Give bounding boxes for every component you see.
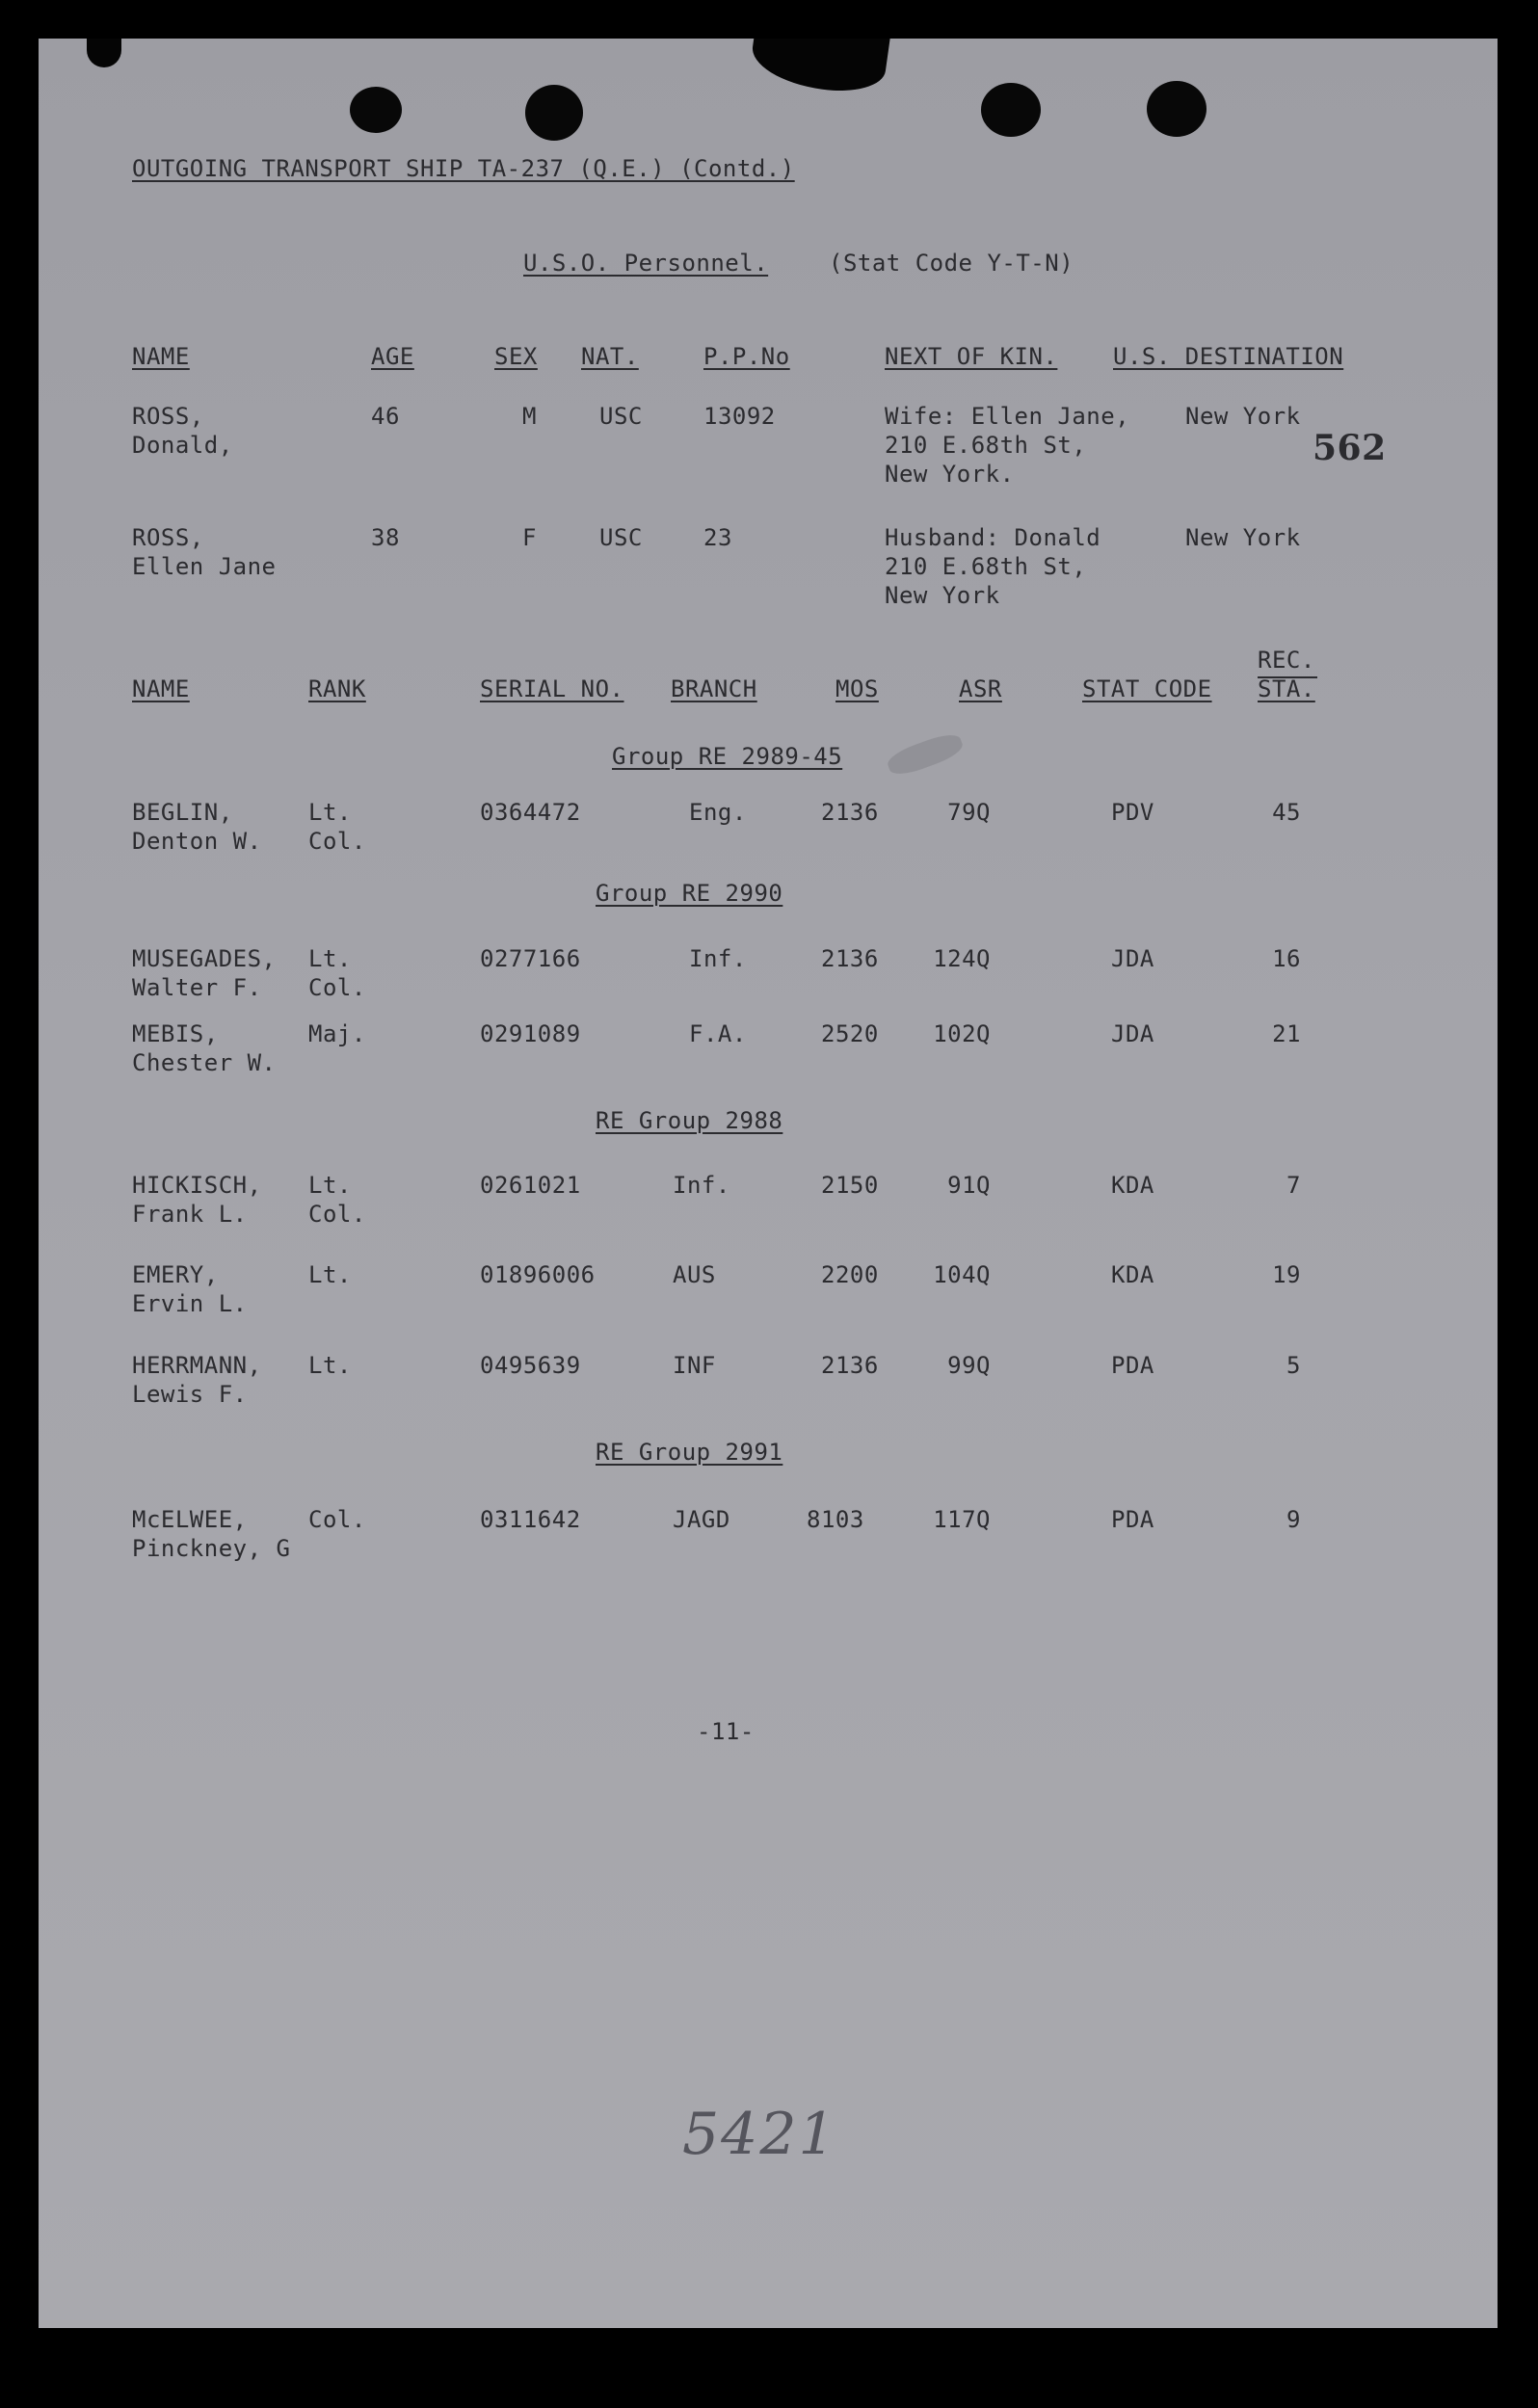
civ-sex: M: [522, 403, 537, 430]
civ-pp: 23: [703, 524, 732, 551]
serial-number: 0261021: [480, 1172, 581, 1199]
civ-header-name: NAME: [132, 343, 190, 370]
civ-kin-line3: New York.: [885, 461, 1015, 488]
given-name: Ervin L.: [132, 1290, 248, 1317]
asr: 99Q: [947, 1352, 991, 1379]
civ-sex: F: [522, 524, 537, 551]
rank-line2: Col.: [308, 1201, 366, 1228]
civ-kin-line2: 210 E.68th St,: [885, 553, 1087, 580]
serial-number: 0364472: [480, 799, 581, 826]
asr: 102Q: [933, 1020, 991, 1047]
civ-given-name: Donald,: [132, 432, 233, 459]
mil-header-rank: RANK: [308, 675, 366, 702]
mil-header-rec-line1: REC.: [1258, 647, 1315, 674]
civ-nat: USC: [599, 524, 643, 551]
rank: Lt.: [308, 1352, 352, 1379]
rank: Lt.: [308, 799, 352, 826]
civ-age: 38: [371, 524, 400, 551]
asr: 124Q: [933, 945, 991, 972]
rank: Lt.: [308, 1172, 352, 1199]
branch: Inf.: [673, 1172, 730, 1199]
branch: JAGD: [673, 1506, 730, 1533]
civ-header-kin: NEXT OF KIN.: [885, 343, 1058, 370]
mil-header-branch: BRANCH: [671, 675, 757, 702]
rec-sta: 7: [1286, 1172, 1301, 1199]
stat-code: KDA: [1111, 1261, 1154, 1288]
stat-code: KDA: [1111, 1172, 1154, 1199]
asr: 117Q: [933, 1506, 991, 1533]
rank: Maj.: [308, 1020, 366, 1047]
given-name: Frank L.: [132, 1201, 248, 1228]
mil-header-mos: MOS: [835, 675, 879, 702]
group-heading: RE Group 2991: [596, 1439, 783, 1466]
serial-number: 0277166: [480, 945, 581, 972]
mos: 2136: [821, 799, 879, 826]
branch: INF: [673, 1352, 716, 1379]
civ-kin-line1: Husband: Donald: [885, 524, 1101, 551]
rec-sta: 5: [1286, 1352, 1301, 1379]
serial-number: 01896006: [480, 1261, 596, 1288]
civ-header-pp: P.P.No: [703, 343, 790, 370]
civ-pp: 13092: [703, 403, 776, 430]
given-name: Pinckney, G: [132, 1535, 291, 1562]
civ-destination: New York: [1185, 403, 1301, 430]
civ-given-name: Ellen Jane: [132, 553, 277, 580]
serial-number: 0311642: [480, 1506, 581, 1533]
mil-header-asr: ASR: [959, 675, 1002, 702]
rank-line2: Col.: [308, 974, 366, 1001]
rank-line2: Col.: [308, 828, 366, 855]
rec-sta: 45: [1272, 799, 1301, 826]
mil-header-name: NAME: [132, 675, 190, 702]
civ-destination: New York: [1185, 524, 1301, 551]
stat-code: JDA: [1111, 1020, 1154, 1047]
branch: Inf.: [689, 945, 747, 972]
page-footer-number: -11-: [697, 1718, 755, 1745]
civ-header-sex: SEX: [494, 343, 538, 370]
document-title: OUTGOING TRANSPORT SHIP TA-237 (Q.E.) (Contd.): [132, 155, 795, 182]
civ-kin-line1: Wife: Ellen Jane,: [885, 403, 1130, 430]
mil-header-stat-code: STAT CODE: [1082, 675, 1212, 702]
mos: 2520: [821, 1020, 879, 1047]
surname: MUSEGADES,: [132, 945, 277, 972]
punch-hole: [1147, 81, 1207, 137]
rec-sta: 9: [1286, 1506, 1301, 1533]
surname: EMERY,: [132, 1261, 219, 1288]
civ-header-nat: NAT.: [581, 343, 639, 370]
mos: 2136: [821, 1352, 879, 1379]
group-heading: Group RE 2989-45: [612, 743, 843, 770]
group-heading: RE Group 2988: [596, 1107, 783, 1134]
stat-code-note: (Stat Code Y-T-N): [829, 250, 1074, 277]
rank: Col.: [308, 1506, 366, 1533]
mos: 2200: [821, 1261, 879, 1288]
mos: 8103: [807, 1506, 864, 1533]
punch-hole: [981, 83, 1041, 137]
torn-edge: [748, 39, 889, 97]
asr: 79Q: [947, 799, 991, 826]
civ-header-age: AGE: [371, 343, 414, 370]
handwritten-number: 5421: [682, 2101, 837, 2168]
surname: McELWEE,: [132, 1506, 248, 1533]
asr: 104Q: [933, 1261, 991, 1288]
rec-sta: 16: [1272, 945, 1301, 972]
stat-code: JDA: [1111, 945, 1154, 972]
civ-surname: ROSS,: [132, 524, 204, 551]
civ-header-destination: U.S. DESTINATION: [1113, 343, 1344, 370]
serial-number: 0291089: [480, 1020, 581, 1047]
rank: Lt.: [308, 1261, 352, 1288]
rank: Lt.: [308, 945, 352, 972]
civ-kin-line3: New York: [885, 582, 1000, 609]
civ-surname: ROSS,: [132, 403, 204, 430]
mos: 2136: [821, 945, 879, 972]
mos: 2150: [821, 1172, 879, 1199]
document-page: [39, 39, 1498, 2328]
branch: F.A.: [689, 1020, 747, 1047]
stat-code: PDA: [1111, 1352, 1154, 1379]
surname: MEBIS,: [132, 1020, 219, 1047]
torn-edge: [87, 39, 121, 67]
stat-code: PDA: [1111, 1506, 1154, 1533]
smudge-mark: [885, 729, 966, 780]
punch-hole: [350, 87, 402, 133]
branch: AUS: [673, 1261, 716, 1288]
civ-kin-line2: 210 E.68th St,: [885, 432, 1087, 459]
surname: HERRMANN,: [132, 1352, 262, 1379]
punch-hole: [525, 85, 583, 141]
stat-code: PDV: [1111, 799, 1154, 826]
branch: Eng.: [689, 799, 747, 826]
asr: 91Q: [947, 1172, 991, 1199]
section-subtitle: U.S.O. Personnel.: [523, 250, 769, 277]
group-heading: Group RE 2990: [596, 880, 783, 907]
civ-nat: USC: [599, 403, 643, 430]
surname: BEGLIN,: [132, 799, 233, 826]
civ-age: 46: [371, 403, 400, 430]
surname: HICKISCH,: [132, 1172, 262, 1199]
given-name: Walter F.: [132, 974, 262, 1001]
rec-sta: 19: [1272, 1261, 1301, 1288]
mil-header-serial: SERIAL NO.: [480, 675, 624, 702]
rec-sta: 21: [1272, 1020, 1301, 1047]
given-name: Chester W.: [132, 1049, 277, 1076]
page-number-stamp: 562: [1313, 428, 1387, 468]
serial-number: 0495639: [480, 1352, 581, 1379]
mil-header-rec-line2: STA.: [1258, 675, 1315, 702]
given-name: Lewis F.: [132, 1381, 248, 1408]
given-name: Denton W.: [132, 828, 262, 855]
